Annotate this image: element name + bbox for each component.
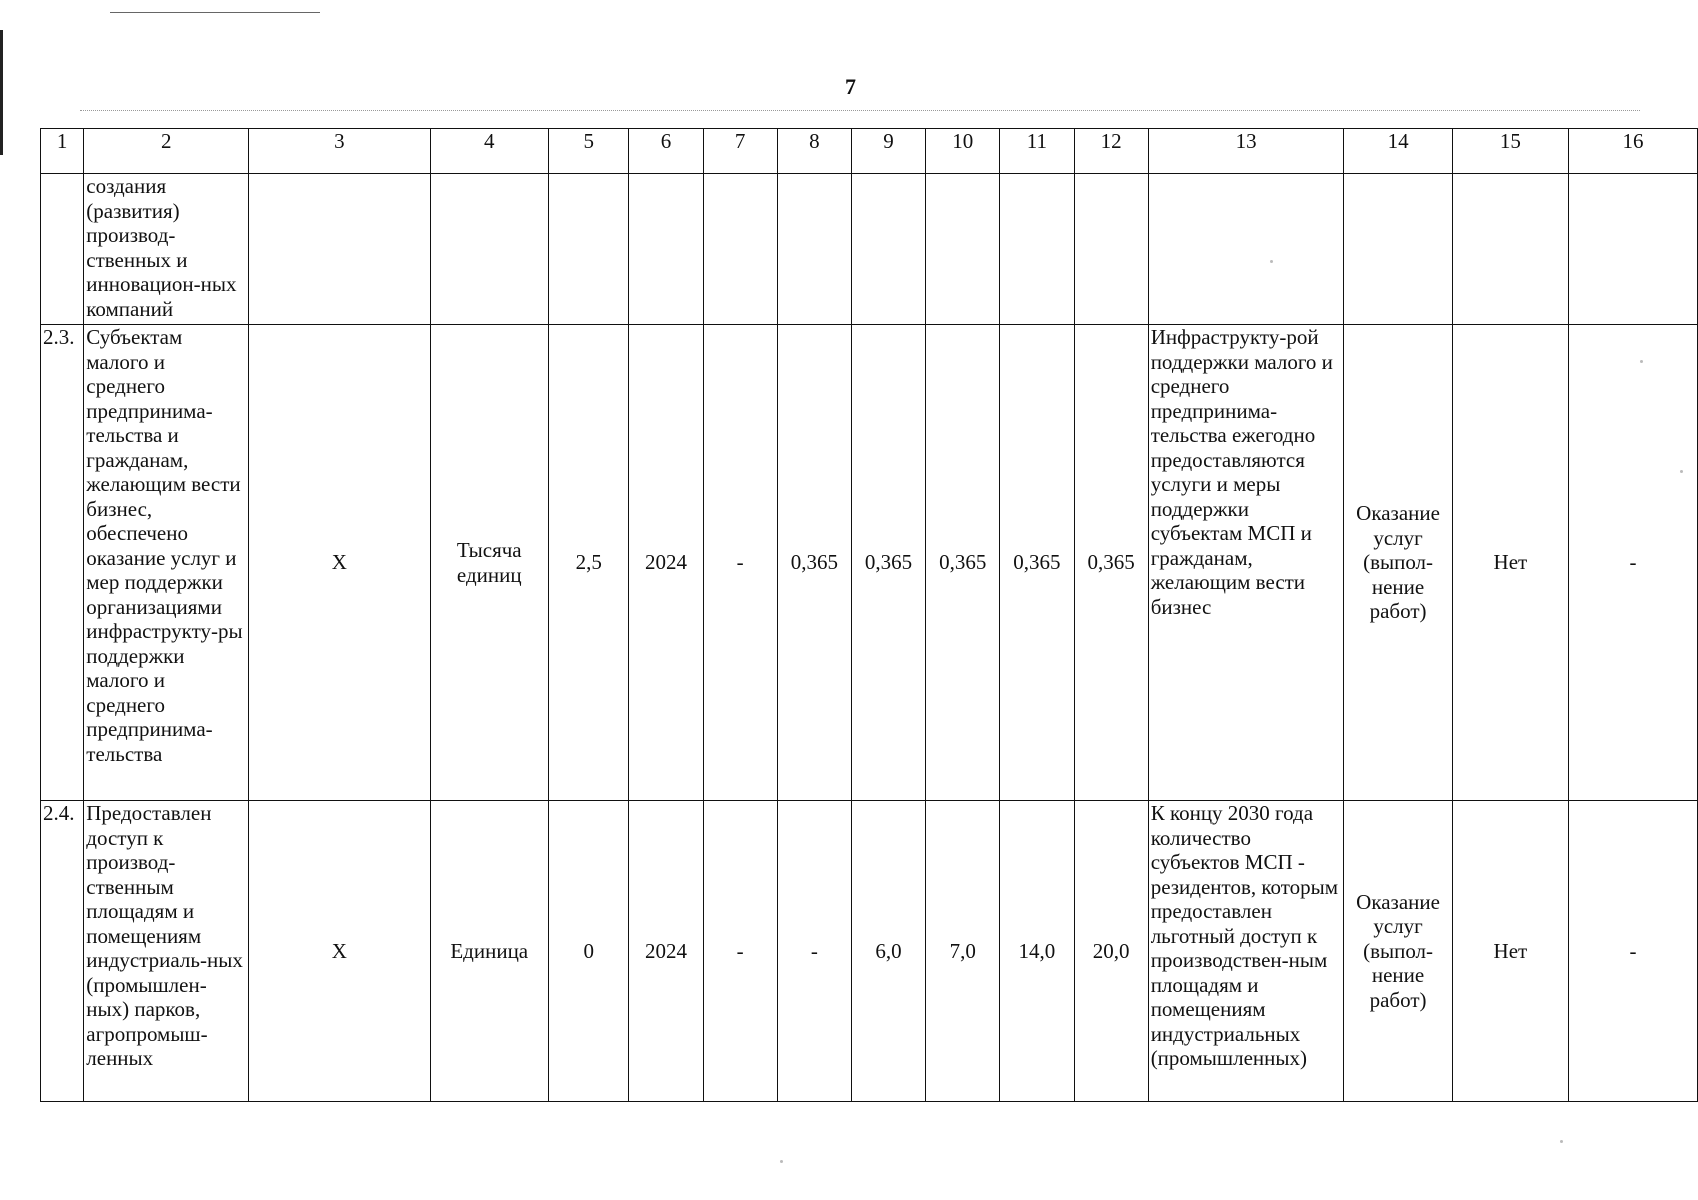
header-cell-7: 7 [703,129,777,174]
col16-value [1569,174,1698,325]
scan-speck [1680,470,1683,473]
result-name: Предоставлен доступ к производ-ственным площадям и помещениям индустриаль-ных (промышлен-ных) парков, агропромыш-ленных [84,801,249,1102]
base-value: 2,5 [549,325,629,801]
col3-value [249,174,430,325]
base-year [629,174,703,325]
base-year: 2024 [629,325,703,801]
year-value-4 [926,174,1000,325]
header-cell-8: 8 [777,129,851,174]
unit: Тысяча единиц [430,325,549,801]
header-cell-10: 10 [926,129,1000,174]
year-value-6 [1074,174,1148,325]
header-cell-15: 15 [1452,129,1568,174]
scan-speck [1640,360,1643,363]
year-value-3: 0,365 [851,325,925,801]
result-name: Субъектам малого и среднего предпринима-тельства и гражданам, желающим вести бизнес, обеспечено оказание услуг и мер поддержки организациями инфраструкту-ры поддержки малого и среднего предпринима-тельства [84,325,249,801]
flag [1452,174,1568,325]
scan-speck [1560,1140,1563,1143]
header-cell-3: 3 [249,129,430,174]
table-row [41,325,1698,801]
header-cell-13: 13 [1148,129,1344,174]
header-cell-16: 16 [1569,129,1698,174]
base-value: 0 [549,801,629,1102]
scan-dotted-line [80,110,1640,111]
year-value-4: 0,365 [926,325,1000,801]
year-value-1: - [703,325,777,801]
header-cell-6: 6 [629,129,703,174]
year-value-1 [703,174,777,325]
header-cell-12: 12 [1074,129,1148,174]
col3-value: X [249,801,430,1102]
header-cell-5: 5 [549,129,629,174]
flag: Нет [1452,325,1568,801]
indicators-table [40,128,1698,1102]
left-scan-edge [0,30,3,155]
year-value-3 [851,174,925,325]
page-number: 7 [845,74,856,99]
result-type [1344,174,1452,325]
row-number [41,174,84,325]
col16-value: - [1569,325,1698,801]
col3-value: X [249,325,430,801]
year-value-2 [777,174,851,325]
scan-speck [780,1160,783,1163]
year-value-2: 0,365 [777,325,851,801]
result-description: Инфраструкту-рой поддержки малого и среднего предпринима-тельства ежегодно предоставляются услуги и меры поддержки субъектам МСП и гражданам, желающим вести бизнес [1148,325,1344,801]
row-number: 2.4. [41,801,84,1102]
result-description: К концу 2030 года количество субъектов МСП - резидентов, которым предоставлен льготный доступ к производствен-ным площадям и помещениям индустриальных (промышленных) [1148,801,1344,1102]
year-value-1: - [703,801,777,1102]
result-type: Оказание услуг (выпол-нение работ) [1344,801,1452,1102]
year-value-3: 6,0 [851,801,925,1102]
year-value-5 [1000,174,1074,325]
base-value [549,174,629,325]
year-value-6: 0,365 [1074,325,1148,801]
result-description [1148,174,1344,325]
unit [430,174,549,325]
header-cell-14: 14 [1344,129,1452,174]
flag: Нет [1452,801,1568,1102]
header-cell-1: 1 [41,129,84,174]
table-row [41,174,1698,325]
result-name: создания (развития) производ-ственных и инновацион-ных компаний [84,174,249,325]
header-cell-4: 4 [430,129,549,174]
header-cell-11: 11 [1000,129,1074,174]
top-rule [110,12,320,13]
base-year: 2024 [629,801,703,1102]
unit: Единица [430,801,549,1102]
col16-value: - [1569,801,1698,1102]
year-value-6: 20,0 [1074,801,1148,1102]
header-cell-9: 9 [851,129,925,174]
header-row [41,129,1698,174]
year-value-5: 14,0 [1000,801,1074,1102]
result-type: Оказание услуг (выпол-нение работ) [1344,325,1452,801]
table-row [41,801,1698,1102]
year-value-5: 0,365 [1000,325,1074,801]
row-number: 2.3. [41,325,84,801]
scan-speck [1270,260,1273,263]
header-cell-2: 2 [84,129,249,174]
year-value-4: 7,0 [926,801,1000,1102]
year-value-2: - [777,801,851,1102]
